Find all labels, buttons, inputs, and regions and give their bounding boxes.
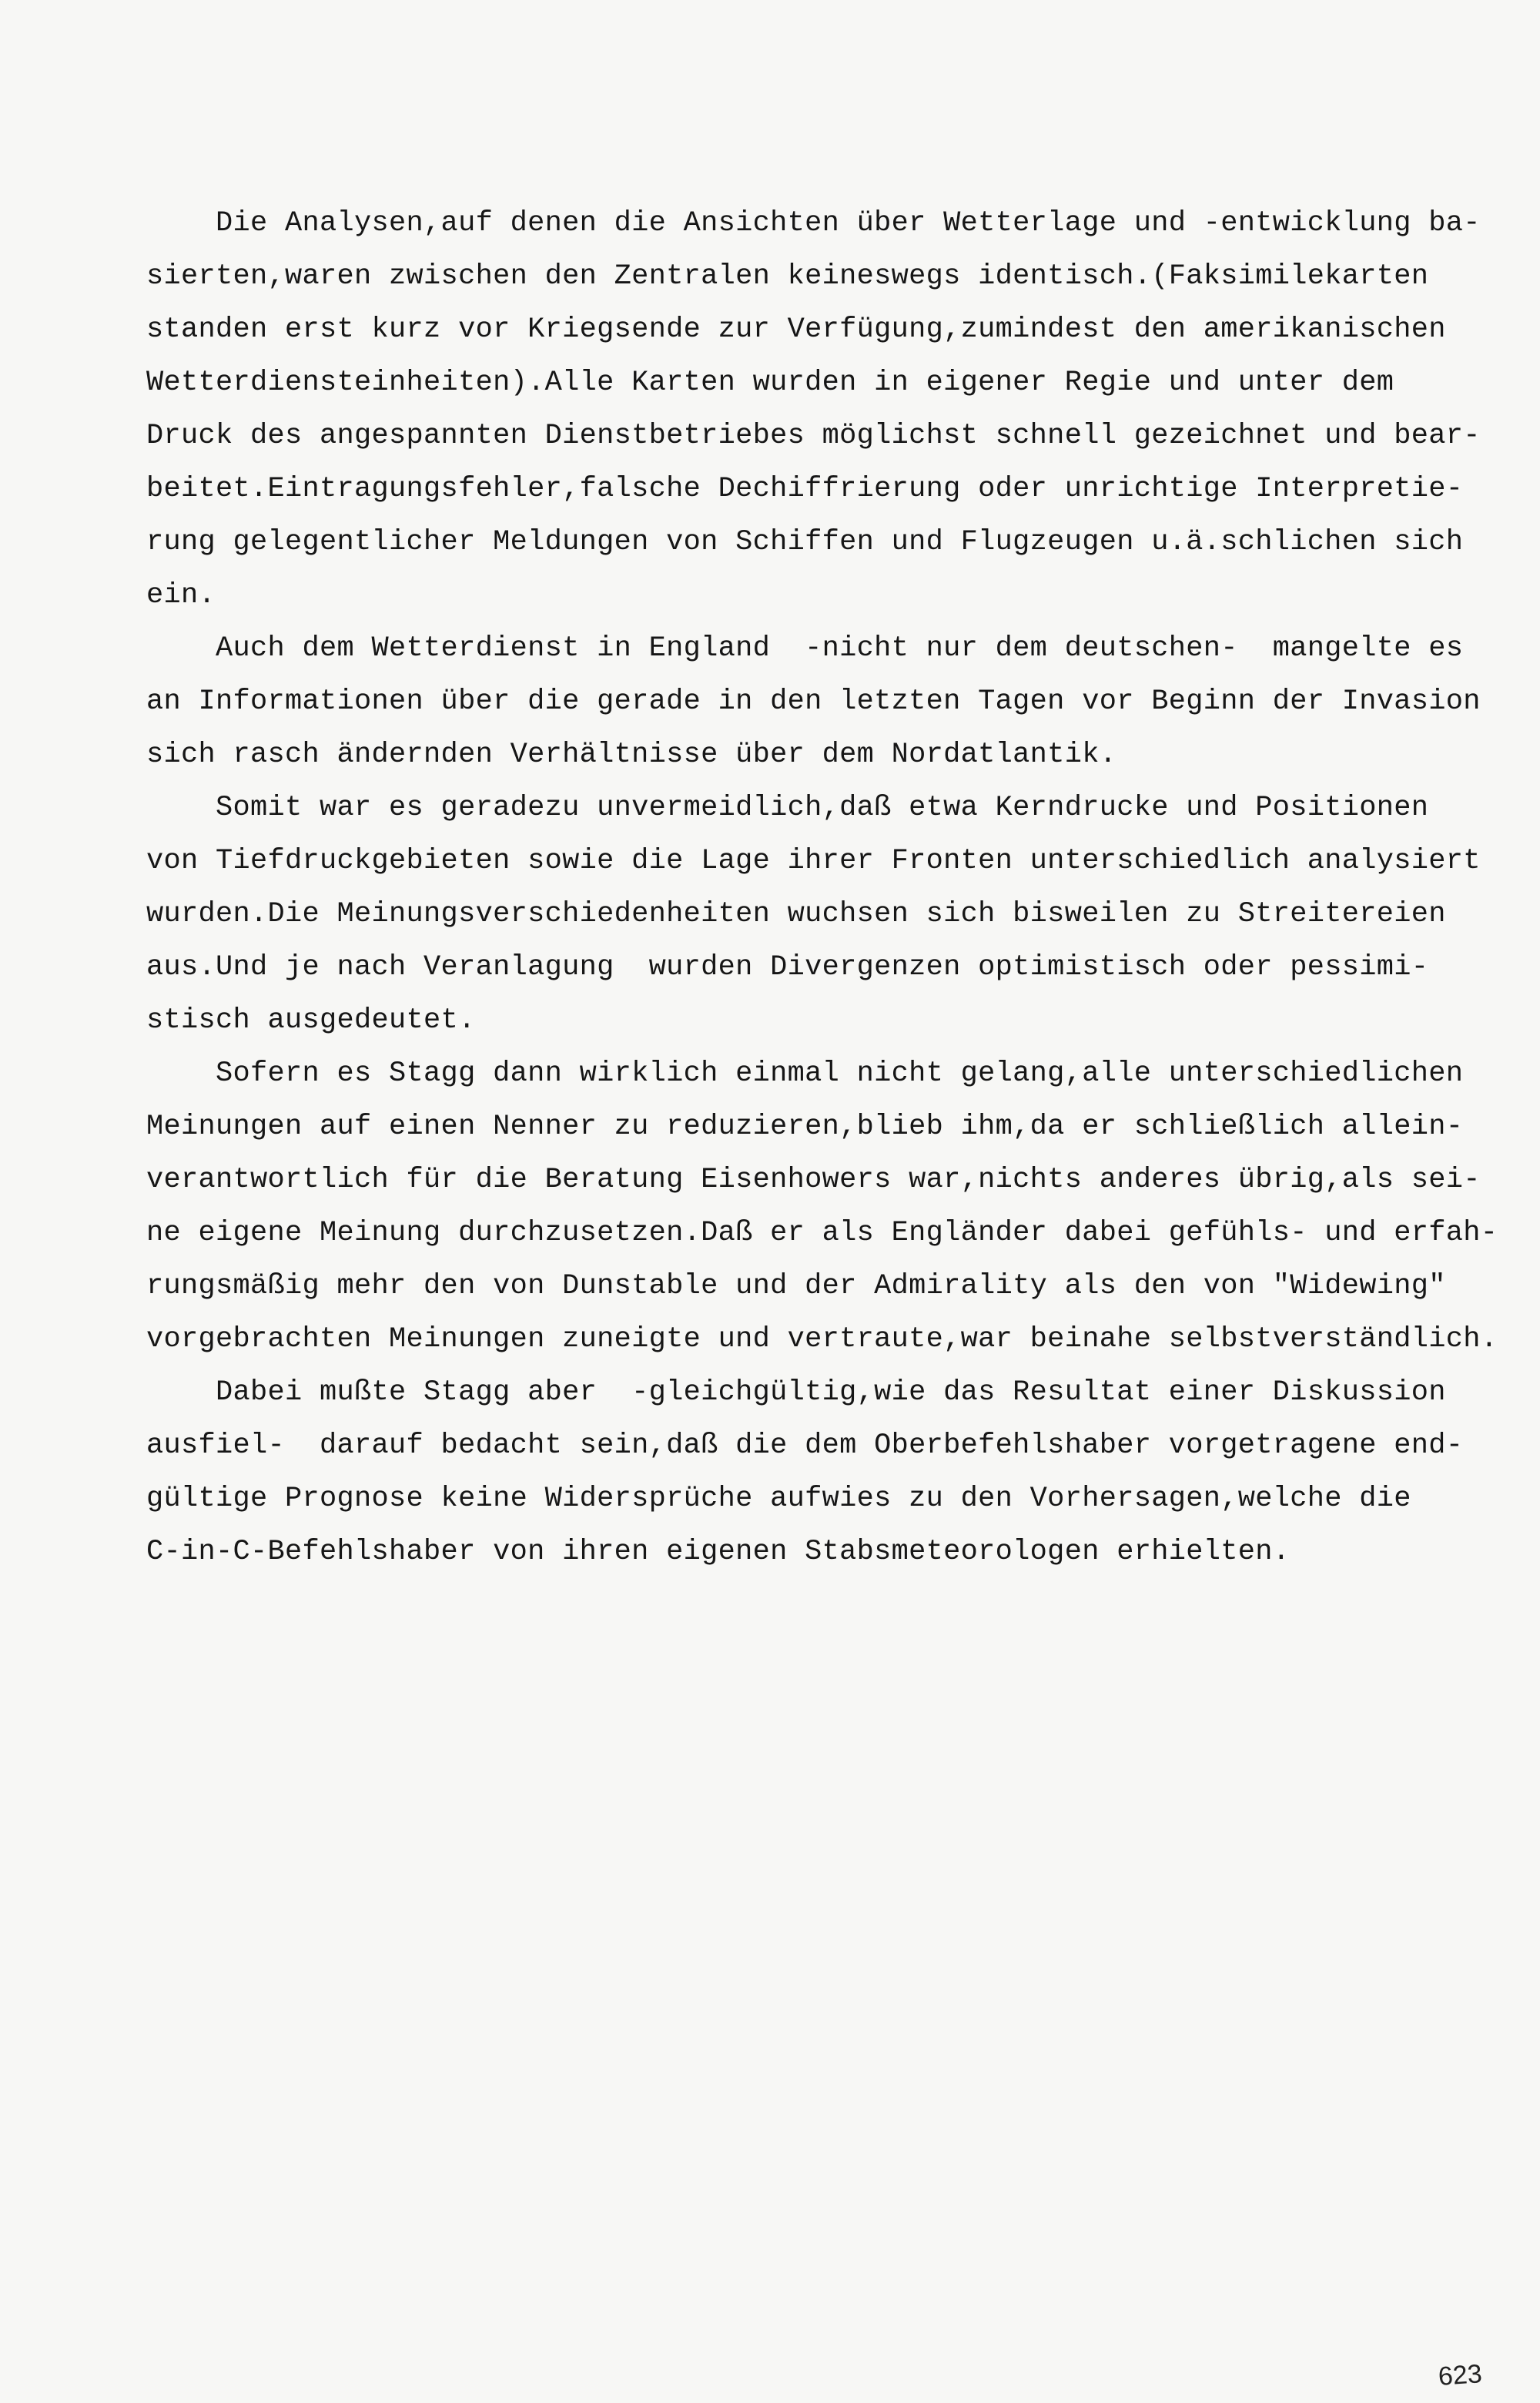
text-line: rung gelegentlicher Meldungen von Schiffen und Flugzeugen u.ä.schlichen sich [146, 526, 1464, 558]
page-number: 623 [1437, 2359, 1483, 2391]
text-line: von Tiefdruckgebieten sowie die Lage ihrer Fronten unterschiedlich analysiert [146, 845, 1481, 877]
text-line: Somit war es geradezu unvermeidlich,daß etwa Kerndrucke und Positionen [146, 792, 1429, 824]
text-line: gültige Prognose keine Widersprüche aufwies zu den Vorhersagen,welche die [146, 1483, 1411, 1515]
text-line: rungsmäßig mehr den von Dunstable und der Admirality als den von "Widewing" [146, 1270, 1446, 1302]
text-line: Sofern es Stagg dann wirklich einmal nicht gelang,alle unterschiedlichen [146, 1057, 1464, 1090]
text-line: verantwortlich für die Beratung Eisenhowers war,nichts anderes übrig,als sei- [146, 1164, 1481, 1196]
text-line: Wetterdiensteinheiten).Alle Karten wurden in eigener Regie und unter dem [146, 367, 1394, 399]
text-line: stisch ausgedeutet. [146, 1004, 476, 1037]
text-line: Druck des angespannten Dienstbetriebes möglichst schnell gezeichnet und bear- [146, 420, 1481, 452]
text-line: Auch dem Wetterdienst in England -nicht nur dem deutschen- mangelte es [146, 632, 1464, 665]
text-line: sierten,waren zwischen den Zentralen keineswegs identisch.(Faksimilekarten [146, 260, 1429, 293]
text-line: wurden.Die Meinungsverschiedenheiten wuchsen sich bisweilen zu Streitereien [146, 898, 1446, 930]
text-line: beitet.Eintragungsfehler,falsche Dechiffrierung oder unrichtige Interpretie- [146, 473, 1464, 505]
text-line: ne eigene Meinung durchzusetzen.Daß er als Engländer dabei gefühls- und erfah- [146, 1217, 1498, 1249]
text-line: an Informationen über die gerade in den letzten Tagen vor Beginn der Invasion [146, 685, 1481, 718]
text-line: sich rasch ändernden Verhältnisse über dem Nordatlantik. [146, 739, 1117, 771]
text-line: standen erst kurz vor Kriegsende zur Verfügung,zumindest den amerikanischen [146, 313, 1446, 346]
text-line: C-in-C-Befehlshaber von ihren eigenen Stabsmeteorologen erhielten. [146, 1536, 1291, 1568]
text-line: ausfiel- darauf bedacht sein,daß die dem Oberbefehlshaber vorgetragene end- [146, 1429, 1464, 1462]
text-line: vorgebrachten Meinungen zuneigte und vertraute,war beinahe selbstverständlich. [146, 1323, 1498, 1356]
text-line: aus.Und je nach Veranlagung wurden Divergenzen optimistisch oder pessimi- [146, 951, 1429, 984]
text-line: Die Analysen,auf denen die Ansichten über Wetterlage und -entwicklung ba- [146, 207, 1481, 240]
text-line: ein. [146, 579, 216, 612]
text-line: Meinungen auf einen Nenner zu reduzieren,blieb ihm,da er schließlich allein- [146, 1111, 1464, 1143]
text-line: Dabei mußte Stagg aber -gleichgültig,wie das Resultat einer Diskussion [146, 1376, 1446, 1409]
